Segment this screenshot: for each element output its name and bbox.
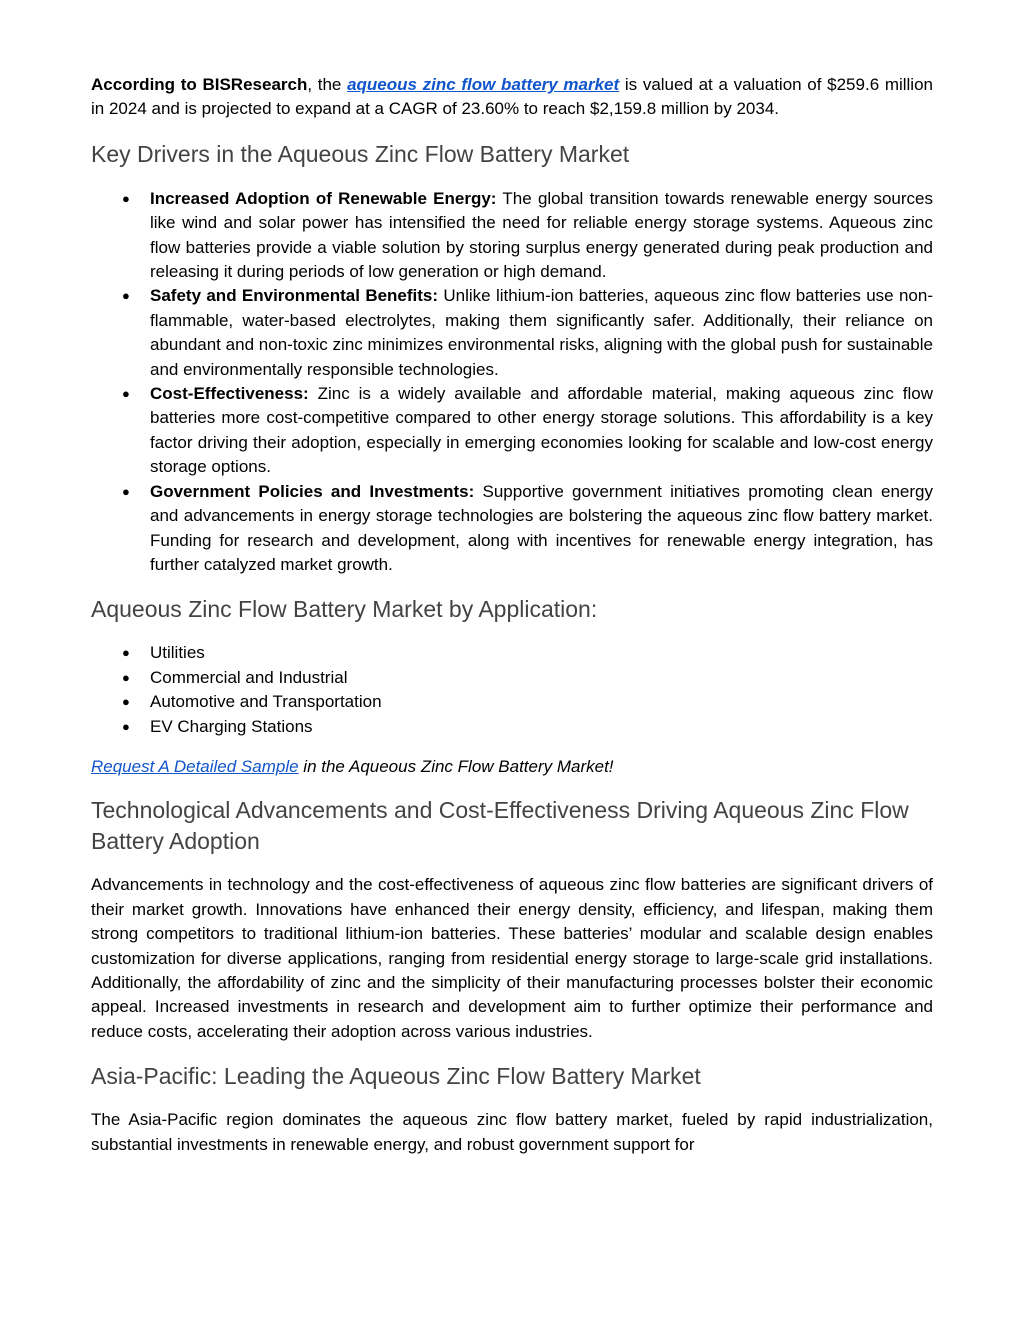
sample-paragraph xyxy=(91,755,933,779)
bullet-icon: ● xyxy=(122,669,130,685)
driver-title: Government Policies and Investments: xyxy=(150,481,475,501)
application-item: EV Charging Stations xyxy=(150,716,313,736)
application-item: Utilities xyxy=(150,643,205,663)
driver-title: Increased Adoption of Renewable Energy: xyxy=(150,188,497,208)
list-item xyxy=(122,284,933,382)
bullet-icon: ● xyxy=(122,694,130,710)
driver-title: Safety and Environmental Benefits: xyxy=(150,286,439,306)
drivers-heading: Key Drivers in the Aqueous Zinc Flow Battery Market xyxy=(91,140,630,167)
driver-text: The global transition towards renewable energy sources like wind and solar power has intensified the need for reliable energy storage systems. Aqueous zinc flow batteries provide a viable solution by storing surplus energy generated during peak production and releasing it during periods of low generation or high demand. xyxy=(150,188,933,282)
driver-title: Cost-Effectiveness: xyxy=(150,384,309,404)
tech-heading: Technological Advancements and Cost-Effectiveness Driving Aqueous Zinc Flow Battery Adoption xyxy=(91,797,909,855)
market-link[interactable]: aqueous zinc flow battery market xyxy=(347,75,620,94)
intro-source: According to BISResearch xyxy=(91,75,308,94)
intro-before-link: , the xyxy=(307,75,348,94)
sample-rest: in the Aqueous Zinc Flow Battery Market! xyxy=(298,756,614,776)
list-item xyxy=(122,480,933,578)
driver-text: Supportive government initiatives promoting clean energy and advancements in energy storage technologies are bolstering the aqueous zinc flow battery market. Funding for research and development, along with incentives for renewable energy integration, has further catalyzed market growth. xyxy=(150,481,933,574)
intro-paragraph xyxy=(91,73,933,122)
bullet-icon: ● xyxy=(122,386,130,402)
bullet-icon: ● xyxy=(122,645,130,661)
intro-after-link: is valued at a valuation of $259.6 million in 2024 and is projected to expand at a CAGR of 23.60% to reach $2,159.8 million by 2034. xyxy=(91,75,933,119)
request-sample-link[interactable]: Request A Detailed Sample xyxy=(91,756,299,776)
list-item xyxy=(122,666,933,690)
bullet-icon: ● xyxy=(122,190,130,206)
list-item xyxy=(122,690,933,714)
list-item xyxy=(122,382,933,480)
bullet-icon: ● xyxy=(122,718,130,734)
bullet-icon: ● xyxy=(122,483,130,499)
tech-paragraph: Advancements in technology and the cost-effectiveness of aqueous zinc flow batteries are significant drivers of their market growth. Innovations have enhanced their energy density, efficiency, and lifespan, making them strong competitors to traditional lithium-ion batteries. These batteries’ modular and scalable design enables customization for diverse applications, ranging from residential energy storage to large-scale grid installations. Additionally, the affordability of zinc and the simplicity of their manufacturing processes bolster their economic appeal. Increased investments in research and development aim to further optimize their performance and reduce costs, accelerating their adoption across various industries. xyxy=(91,875,933,1041)
drivers-list xyxy=(91,187,933,578)
application-heading: Aqueous Zinc Flow Battery Market by Application: xyxy=(91,596,598,623)
bullet-icon: ● xyxy=(122,288,130,304)
apac-heading: Asia-Pacific: Leading the Aqueous Zinc Flow Battery Market xyxy=(91,1063,701,1090)
list-item xyxy=(122,641,933,665)
driver-text: Unlike lithium-ion batteries, aqueous zinc flow batteries use non-flammable, water-based electrolytes, making them significantly safer. Additionally, their reliance on abundant and non-toxic zinc minimizes environmental risks, aligning with the global push for sustainable and environmentally responsible technologies. xyxy=(150,286,933,379)
list-item xyxy=(122,715,933,739)
driver-text: Zinc is a widely available and affordable material, making aqueous zinc flow batteries more cost-competitive compared to other energy storage solutions. This affordability is a key factor driving their adoption, especially in emerging economies looking for scalable and low-cost energy storage options. xyxy=(150,384,933,477)
list-item xyxy=(122,187,933,285)
application-list xyxy=(91,641,933,739)
application-item: Automotive and Transportation xyxy=(150,692,382,712)
apac-paragraph: The Asia-Pacific region dominates the aqueous zinc flow battery market, fueled by rapid industrialization, substantial investments in renewable energy, and robust government support for xyxy=(91,1110,933,1154)
application-item: Commercial and Industrial xyxy=(150,667,348,687)
